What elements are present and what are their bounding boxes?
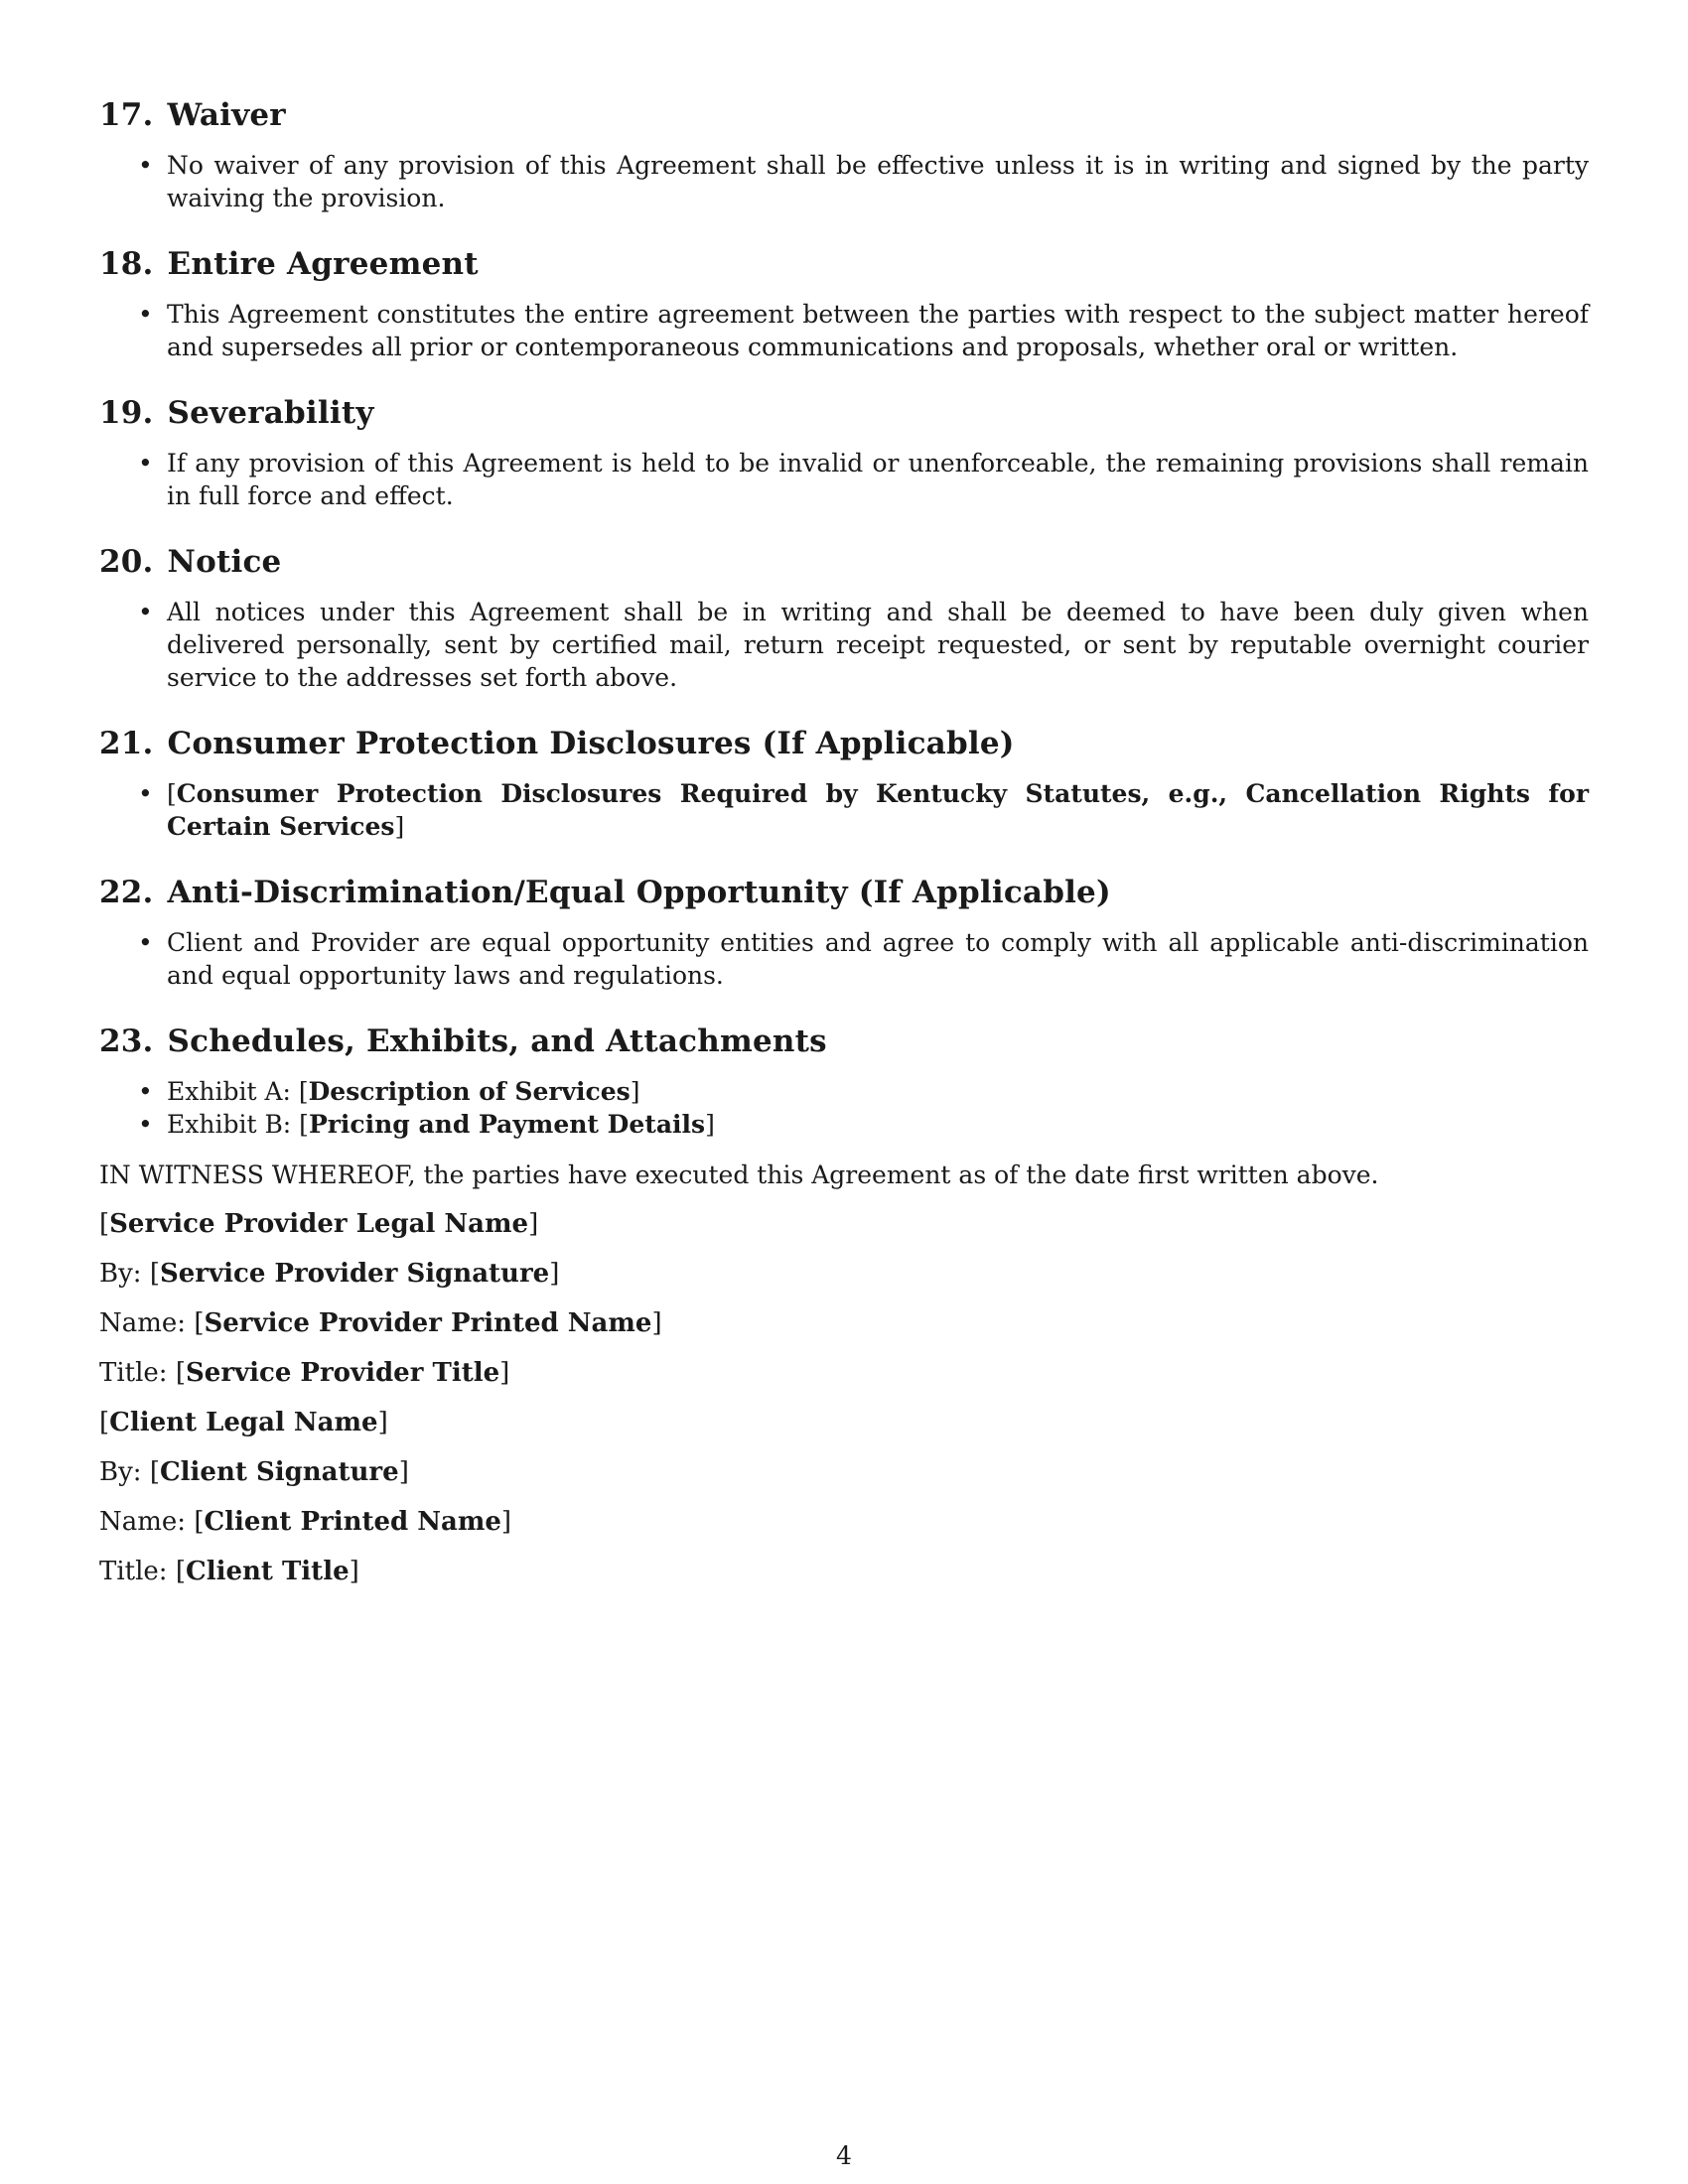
section-heading: 18. Entire Agreement [99, 246, 479, 282]
list-item: • [Consumer Protection Disclosures Required by Kentucky Statutes, e.g., Cancellation Rights for Certain Services] [167, 777, 1589, 843]
section-heading: 17. Waiver [99, 97, 286, 133]
section-notice [99, 542, 1589, 694]
section-heading: 19. Severability [99, 395, 374, 431]
list-item: • This Agreement constitutes the entire agreement between the parties with respect to the subject matter hereof and supersedes all prior or contemporaneous communications and proposals, whether oral or written. [167, 298, 1589, 363]
client-name-line: Name: [Client Printed Name] [99, 1507, 512, 1537]
section-heading: 21. Consumer Protection Disclosures (If Applicable) [99, 726, 1015, 761]
section-heading: 23. Schedules, Exhibits, and Attachments [99, 1024, 827, 1059]
list-item: • No waiver of any provision of this Agreement shall be effective unless it is in writing and signed by the party waiving the provision. [167, 149, 1589, 214]
section-heading: 20. Notice [99, 544, 282, 580]
client-title-line: Title: [Client Title] [99, 1557, 359, 1586]
section-waiver [99, 95, 1589, 214]
provider-signature-line: By: [Service Provider Signature] [99, 1259, 560, 1289]
section-entire-agreement [99, 244, 1589, 363]
client-signature-line: By: [Client Signature] [99, 1457, 409, 1487]
page-number: 4 [836, 2141, 852, 2170]
exhibit-item: • Exhibit B: [Pricing and Payment Details] [167, 1108, 1589, 1141]
provider-name-line: Name: [Service Provider Printed Name] [99, 1308, 662, 1338]
section-severability [99, 393, 1589, 512]
exhibit-item: • Exhibit A: [Description of Services] [167, 1075, 1589, 1108]
section-anti-discrimination [99, 873, 1589, 992]
section-consumer-protection [99, 724, 1589, 843]
list-item: • If any provision of this Agreement is held to be invalid or unenforceable, the remaining provisions shall remain in full force and effect. [167, 447, 1589, 512]
list-item: • All notices under this Agreement shall be in writing and shall be deemed to have been duly given when delivered personally, sent by certified mail, return receipt requested, or sent by reputable overnight courier service to the addresses set forth above. [167, 596, 1589, 694]
client-legal-name: [Client Legal Name] [99, 1408, 388, 1437]
provider-legal-name: [Service Provider Legal Name] [99, 1209, 539, 1239]
list-item: • Client and Provider are equal opportunity entities and agree to comply with all applicable anti-discrimination and equal opportunity laws and regulations. [167, 926, 1589, 992]
document-page [99, 95, 1589, 1605]
section-schedules [99, 1022, 1589, 1141]
section-heading: 22. Anti-Discrimination/Equal Opportunity (If Applicable) [99, 875, 1111, 910]
witness-clause: IN WITNESS WHEREOF, the parties have executed this Agreement as of the date first written above. [99, 1160, 1379, 1189]
provider-title-line: Title: [Service Provider Title] [99, 1358, 510, 1388]
